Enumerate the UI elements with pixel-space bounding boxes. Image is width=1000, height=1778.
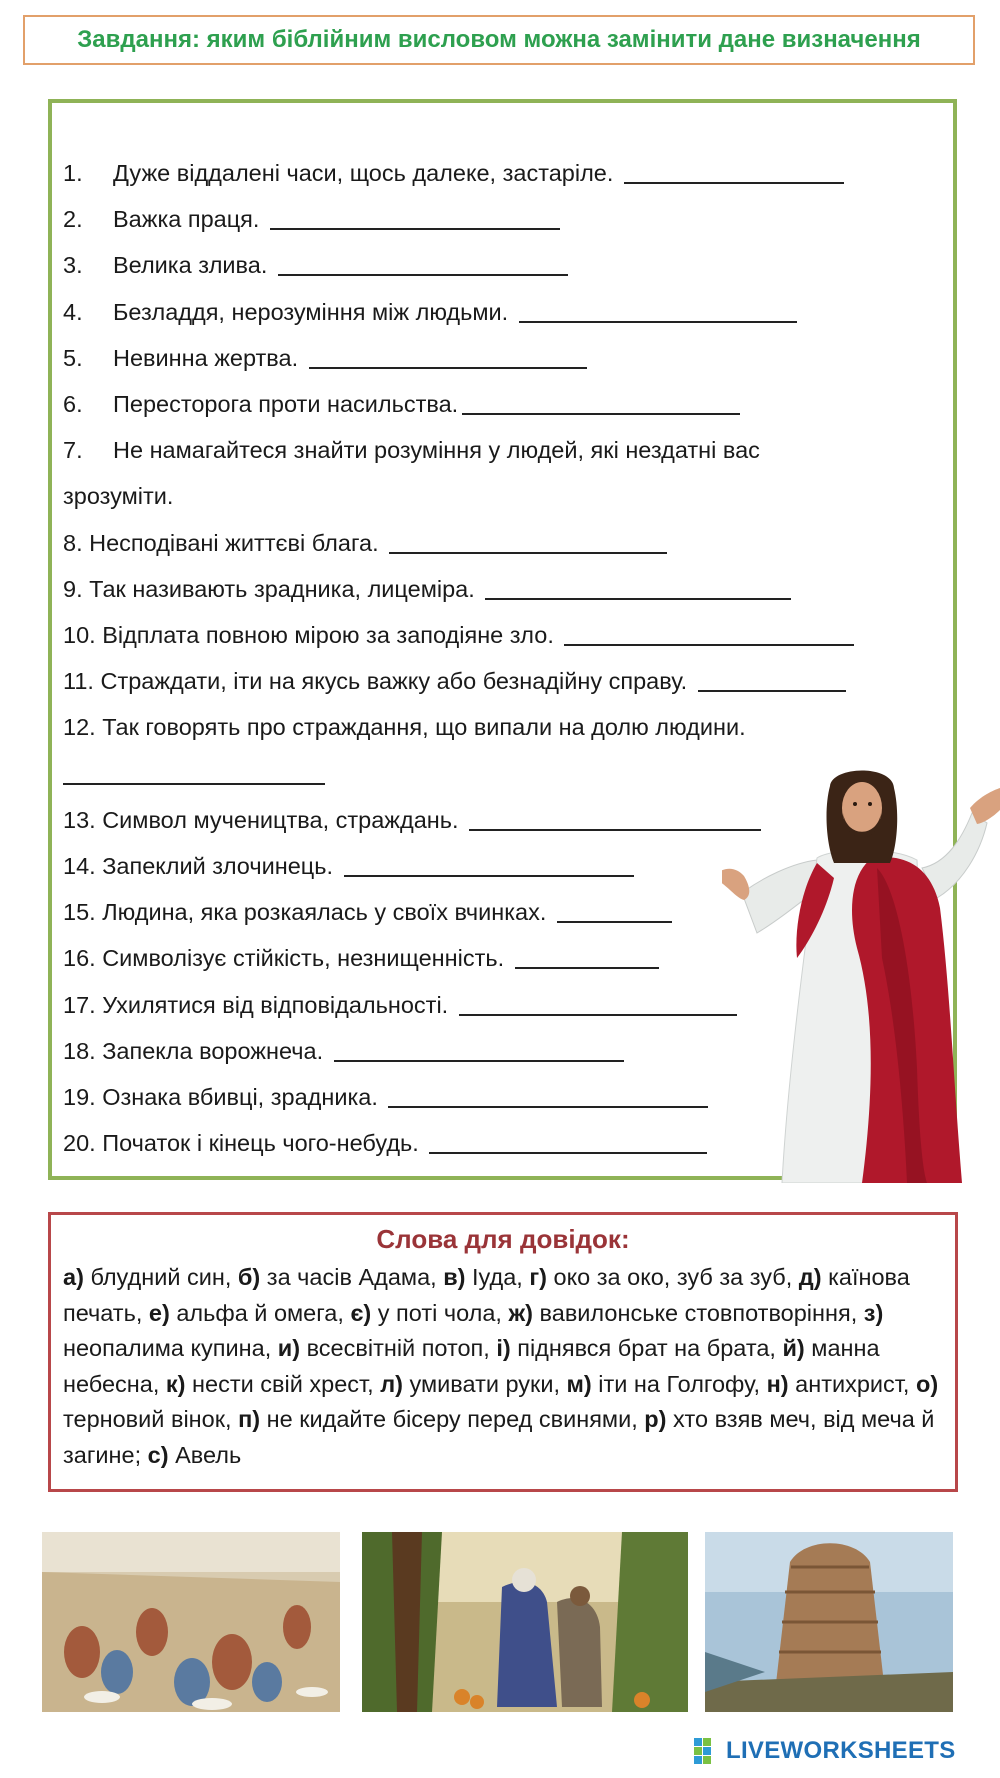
tower-of-babel-picture — [705, 1532, 953, 1712]
answer-blank[interactable] — [389, 528, 667, 554]
ref-entry: у поті чола, — [377, 1299, 502, 1326]
ref-letter: б) — [237, 1264, 261, 1290]
item-number: 13. — [63, 806, 96, 833]
item-text: Страждати, іти на якусь важку або безнадійну справу. — [100, 668, 688, 695]
item-number: 1. — [63, 160, 83, 186]
answer-blank[interactable] — [63, 759, 325, 785]
ref-entry: око за око, зуб за зуб, — [553, 1264, 793, 1290]
ref-letter: м) — [566, 1370, 592, 1397]
answer-blank[interactable] — [270, 204, 560, 230]
answer-blank[interactable] — [698, 666, 846, 692]
ref-letter: п) — [238, 1406, 261, 1432]
item-text: Невинна жертва. — [113, 344, 299, 371]
item-number: 12. — [63, 714, 96, 741]
liveworksheets-logo[interactable] — [694, 1737, 956, 1765]
item-number: 8. — [63, 529, 83, 556]
reference-title: Слова для довідок: — [376, 1224, 630, 1254]
ref-letter: в) — [443, 1264, 466, 1290]
item-number: 2. — [63, 206, 83, 233]
item-text: Символ мучеництва, страждань. — [102, 806, 459, 833]
ref-letter: д) — [798, 1264, 822, 1290]
task-item-2 — [63, 196, 963, 242]
item-number: 20. — [63, 1130, 96, 1157]
ref-entry: вавилонське стовпотворіння, — [539, 1299, 858, 1326]
ref-letter: о) — [916, 1370, 939, 1397]
item-number: 6. — [63, 391, 83, 418]
item-number: 9. — [63, 575, 83, 602]
item-number: 16. — [63, 945, 96, 972]
answer-blank[interactable] — [557, 897, 672, 923]
item-text: Важка праця. — [113, 206, 260, 233]
ref-letter: л) — [380, 1370, 403, 1397]
ref-letter: и) — [277, 1335, 301, 1361]
item-text: Ухилятися від відповідальності. — [102, 991, 449, 1018]
ref-entry: не кидайте бісеру перед свинями, — [266, 1406, 638, 1432]
ref-entry: Авель — [175, 1441, 242, 1468]
task-item-12 — [63, 704, 963, 750]
item-text: Так називають зрадника, лицеміра. — [89, 575, 475, 602]
ref-entry: нести свій хрест, — [192, 1370, 374, 1397]
item-text: Запеклий злочинець. — [102, 853, 333, 880]
liveworksheets-logo-icon — [694, 1738, 720, 1764]
answer-blank[interactable] — [334, 1036, 624, 1062]
ref-letter: з) — [863, 1299, 884, 1326]
item-text: Запекла ворожнеча. — [102, 1037, 324, 1064]
task-item-9 — [63, 566, 963, 612]
jesus-illustration — [722, 768, 1000, 1183]
item-text: Велика злива. — [113, 252, 268, 279]
task-item-11 — [63, 658, 963, 704]
task-item-4 — [63, 289, 963, 335]
item-text: Пересторога проти насильства. — [113, 391, 459, 418]
item-number: 17. — [63, 991, 96, 1018]
answer-blank[interactable] — [564, 620, 854, 646]
task-item-7-continuation: зрозуміти. — [63, 483, 174, 510]
task-item-8 — [63, 520, 963, 566]
ref-letter: а) — [63, 1264, 84, 1290]
item-number: 5. — [63, 344, 83, 371]
answer-blank[interactable] — [309, 343, 587, 369]
item-text: Відплата повною мірою за заподіяне зло. — [102, 622, 554, 649]
item-text: Початок і кінець чого-небудь. — [102, 1130, 419, 1157]
ref-entry: каїнова печать, — [63, 1264, 910, 1326]
item-text: Людина, яка розкаялась у своїх вчинках. — [102, 899, 547, 926]
task-item-10 — [63, 612, 963, 658]
ref-entry: неопалима купина, — [63, 1335, 272, 1361]
ref-entry: Іуда, — [472, 1264, 523, 1290]
answer-blank[interactable] — [515, 943, 659, 969]
ref-entry: всесвітній потоп, — [306, 1335, 490, 1361]
ref-entry: іти на Голгофу, — [598, 1370, 761, 1397]
ref-letter: є) — [350, 1299, 372, 1326]
answer-blank[interactable] — [469, 805, 761, 831]
task-item-5 — [63, 335, 963, 381]
ref-letter: і) — [496, 1335, 511, 1361]
ref-entry: блудний син, — [90, 1264, 232, 1290]
ref-letter: й) — [782, 1335, 805, 1361]
answer-blank[interactable] — [388, 1082, 708, 1108]
answer-blank[interactable] — [344, 851, 634, 877]
item-text: Не намагайтеся знайти розуміння у людей, які нездатні вас — [113, 437, 760, 464]
task-item-6 — [63, 381, 963, 427]
item-number: 18. — [63, 1037, 96, 1064]
task-item-7 — [63, 427, 963, 473]
answer-blank[interactable] — [459, 990, 737, 1016]
task-item-1 — [63, 150, 963, 196]
ref-entry: за часів Адама, — [266, 1264, 437, 1290]
answer-blank[interactable] — [485, 574, 791, 600]
item-number: 11. — [63, 668, 94, 695]
answer-blank[interactable] — [278, 250, 568, 276]
item-number: 15. — [63, 899, 96, 926]
ref-entry: умивати руки, — [409, 1370, 560, 1397]
prodigal-son-picture — [362, 1532, 688, 1712]
item-number: 3. — [63, 252, 83, 279]
ref-letter: е) — [148, 1299, 170, 1326]
item-text: Дуже віддалені часи, щось далеке, застаріле. — [113, 160, 614, 186]
ref-entry: альфа й омега, — [176, 1299, 344, 1326]
ref-letter: г) — [529, 1264, 547, 1290]
ref-letter: н) — [766, 1370, 789, 1397]
task-item-3 — [63, 242, 963, 288]
item-number: 7. — [63, 437, 83, 464]
answer-blank[interactable] — [624, 158, 844, 184]
ref-letter: с) — [147, 1441, 169, 1468]
item-text: Символізує стійкість, незнищенність. — [102, 945, 505, 972]
reference-list — [63, 1260, 953, 1473]
ref-entry: терновий вінок, — [63, 1406, 232, 1432]
brand-text: LIVEWORKSHEETS — [726, 1737, 956, 1764]
item-text: Так говорять про страждання, що випали на долю людини. — [102, 714, 746, 741]
answer-blank[interactable] — [519, 297, 797, 323]
item-text: Несподівані життєві блага. — [89, 529, 379, 556]
ref-entry: хто взяв меч, від меча й загине; — [63, 1406, 935, 1468]
task-title: Завдання: яким біблійним висловом можна замінити дане визначення — [23, 15, 975, 65]
manna-gathering-picture — [42, 1532, 340, 1712]
item-text: Безладдя, нерозуміння між людьми. — [113, 298, 509, 325]
item-number: 4. — [63, 298, 83, 325]
item-text: Ознака вбивці, зрадника. — [102, 1084, 378, 1111]
ref-letter: ж) — [508, 1299, 533, 1326]
ref-entry: антихрист, — [795, 1370, 910, 1397]
answer-blank[interactable] — [429, 1128, 707, 1154]
ref-entry: манна небесна, — [63, 1335, 880, 1397]
ref-letter: р) — [644, 1406, 667, 1432]
ref-entry: піднявся брат на брата, — [517, 1335, 776, 1361]
ref-letter: к) — [165, 1370, 186, 1397]
item-number: 19. — [63, 1084, 96, 1111]
answer-blank[interactable] — [462, 389, 740, 415]
item-number: 10. — [63, 622, 96, 649]
item-number: 14. — [63, 853, 96, 880]
